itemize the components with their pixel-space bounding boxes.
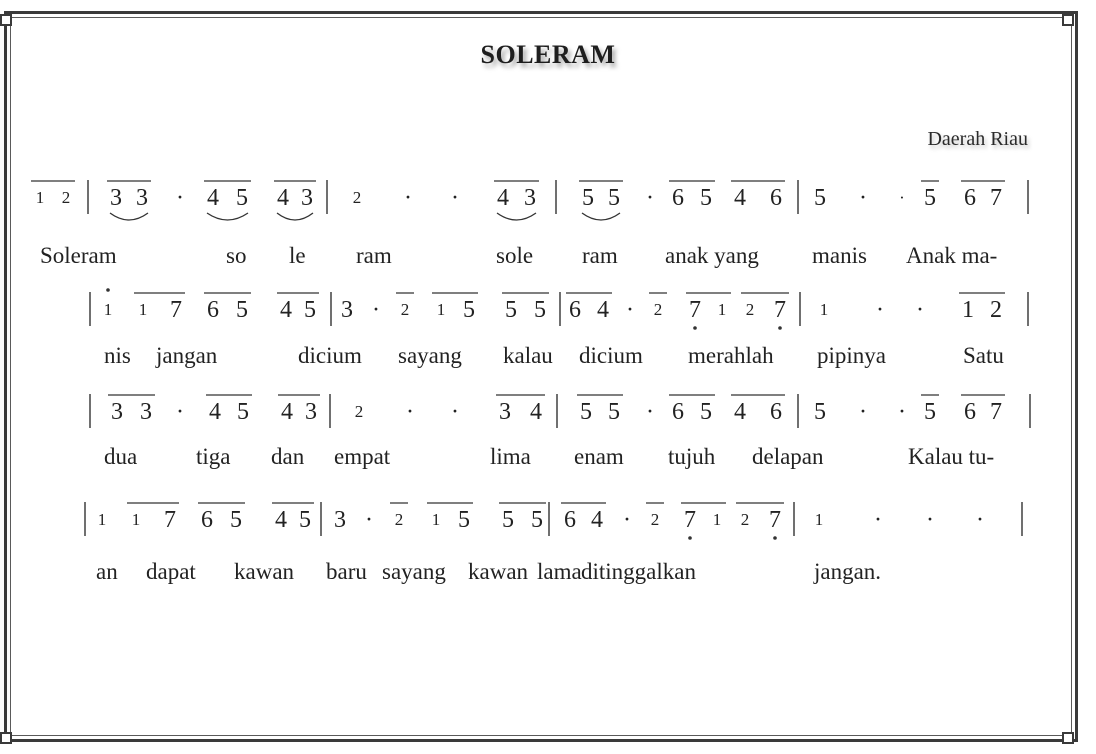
rest-dot: · <box>646 185 654 211</box>
lyric-word: sayang <box>382 559 446 584</box>
note-digit: 4 <box>597 297 609 323</box>
lyric-word: kawan <box>468 559 529 584</box>
lyric-word: ram <box>356 243 392 268</box>
note-digit: 5 <box>458 507 470 533</box>
lyric-word: an <box>96 559 118 584</box>
note-digit: 2 <box>352 188 362 207</box>
note-digit: 1 <box>814 510 824 529</box>
note-digit: 2 <box>990 297 1002 323</box>
note-digit: 4 <box>280 297 292 323</box>
rest-dot: · <box>176 399 184 425</box>
rest-dot: · <box>899 188 905 207</box>
note-digit: 6 <box>564 507 576 533</box>
note-digit: 7 <box>164 507 176 533</box>
note-digit: 4 <box>277 185 289 211</box>
note-digit: 4 <box>207 185 219 211</box>
note-digit: 2 <box>394 510 404 529</box>
note-digit: 5 <box>608 185 620 211</box>
note-digit: 4 <box>734 399 746 425</box>
rest-dot: · <box>451 185 459 211</box>
note-digit: 1 <box>35 188 45 207</box>
rest-dot: · <box>623 507 631 533</box>
song-origin: Daerah Riau <box>927 128 1028 150</box>
note-digit: 7 <box>684 507 696 533</box>
note-digit: 1 <box>436 300 446 319</box>
lyric-word: delapan <box>752 444 824 469</box>
rest-dot: · <box>372 297 380 323</box>
rest-dot: · <box>451 399 459 425</box>
lyric-word: lima <box>490 444 531 469</box>
note-digit: 1 <box>962 297 974 323</box>
note-digit: 4 <box>591 507 603 533</box>
rest-dot: · <box>626 297 634 323</box>
note-digit: 5 <box>814 399 826 425</box>
note-digit: 5 <box>237 399 249 425</box>
note-digit: 1 <box>138 300 148 319</box>
lyric-word: ram <box>582 243 618 268</box>
lyric-word: empat <box>334 444 391 469</box>
note-digit: 5 <box>304 297 316 323</box>
note-digit: 6 <box>964 399 976 425</box>
lyric-word: manis <box>812 243 867 268</box>
note-digit: 5 <box>700 185 712 211</box>
note-digit: 7 <box>170 297 182 323</box>
note-digit: 5 <box>814 185 826 211</box>
lyric-word: nis <box>104 343 131 368</box>
lyric-word: sole <box>496 243 534 268</box>
lyric-word: tujuh <box>668 444 716 469</box>
note-digit: 6 <box>569 297 581 323</box>
rest-dot: · <box>926 507 934 533</box>
note-digit: 3 <box>110 185 122 211</box>
lyric-word: dicium <box>579 343 643 368</box>
note-digit: 2 <box>650 510 660 529</box>
note-digit: 6 <box>964 185 976 211</box>
lyric-word: lama <box>537 559 582 584</box>
note-digit: 2 <box>400 300 410 319</box>
note-digit: 5 <box>502 507 514 533</box>
note-digit: 7 <box>689 297 701 323</box>
note-digit: 6 <box>207 297 219 323</box>
note-digit: 5 <box>924 399 936 425</box>
note-digit: 2 <box>740 510 750 529</box>
note-digit: 1 <box>712 510 722 529</box>
note-digit: 5 <box>236 297 248 323</box>
lyric-word: Satu <box>963 343 1004 368</box>
note-digit: 1 <box>717 300 727 319</box>
note-digit: 3 <box>111 399 123 425</box>
note-digit: 5 <box>463 297 475 323</box>
rest-dot: · <box>976 507 984 533</box>
note-digit: 1 <box>103 300 113 319</box>
note-digit: 3 <box>334 507 346 533</box>
note-digit: 1 <box>431 510 441 529</box>
lyric-word: merahlah <box>688 343 774 368</box>
lyric-word: so <box>226 243 247 268</box>
note-digit: 1 <box>131 510 141 529</box>
lyric-word: tiga <box>196 444 231 469</box>
note-digit: 5 <box>700 399 712 425</box>
note-digit: 5 <box>531 507 543 533</box>
lyric-word: dicium <box>298 343 362 368</box>
note-digit: 3 <box>524 185 536 211</box>
lyric-word: baru <box>326 559 367 584</box>
note-digit: 6 <box>672 185 684 211</box>
note-digit: 4 <box>275 507 287 533</box>
note-digit: 4 <box>209 399 221 425</box>
note-digit: 3 <box>305 399 317 425</box>
note-digit: 5 <box>582 185 594 211</box>
lyric-word: dapat <box>146 559 196 584</box>
rest-dot: · <box>406 399 414 425</box>
note-digit: 6 <box>672 399 684 425</box>
lyric-word: jangan <box>156 343 218 368</box>
note-digit: 4 <box>530 399 542 425</box>
note-digit: 4 <box>497 185 509 211</box>
note-digit: 5 <box>924 185 936 211</box>
note-digit: 3 <box>341 297 353 323</box>
lyric-word: kawan <box>234 559 295 584</box>
lyric-word: Anak ma- <box>906 243 998 268</box>
rest-dot: · <box>646 399 654 425</box>
lyric-word: anak yang <box>665 243 759 268</box>
rest-dot: · <box>859 399 867 425</box>
note-digit: 6 <box>201 507 213 533</box>
rest-dot: · <box>874 507 882 533</box>
note-digit: 3 <box>140 399 152 425</box>
note-digit: 2 <box>745 300 755 319</box>
note-digit: 5 <box>534 297 546 323</box>
lyric-word: le <box>289 243 306 268</box>
rest-dot: · <box>898 399 906 425</box>
note-digit: 2 <box>61 188 71 207</box>
note-digit: 7 <box>990 399 1002 425</box>
note-digit: 6 <box>770 185 782 211</box>
note-digit: 3 <box>301 185 313 211</box>
note-digit: 4 <box>281 399 293 425</box>
note-digit: 2 <box>354 402 364 421</box>
lyric-word: Kalau tu- <box>908 444 995 469</box>
note-digit: 5 <box>580 399 592 425</box>
lyric-word: pipinya <box>817 343 886 368</box>
lyric-word: Soleram <box>40 243 117 268</box>
lyric-word: kalau <box>503 343 553 368</box>
note-digit: 4 <box>734 185 746 211</box>
note-digit: 5 <box>299 507 311 533</box>
rest-dot: · <box>916 297 924 323</box>
rest-dot: · <box>876 297 884 323</box>
song-title: SOLERAM <box>480 40 616 69</box>
lyric-word: dan <box>271 444 305 469</box>
lyric-word: enam <box>574 444 624 469</box>
lyric-word: jangan. <box>814 559 882 584</box>
lyric-word: sayang <box>398 343 462 368</box>
note-digit: 5 <box>608 399 620 425</box>
rest-dot: · <box>404 185 412 211</box>
note-digit: 6 <box>770 399 782 425</box>
note-digit: 5 <box>230 507 242 533</box>
note-digit: 7 <box>990 185 1002 211</box>
lyric-word: dua <box>104 444 138 469</box>
note-digit: 7 <box>769 507 781 533</box>
note-digit: 1 <box>819 300 829 319</box>
note-digit: 5 <box>236 185 248 211</box>
rest-dot: · <box>176 185 184 211</box>
note-digit: 2 <box>653 300 663 319</box>
lyric-word: ditinggalkan <box>581 559 696 584</box>
rest-dot: · <box>365 507 373 533</box>
note-digit: 1 <box>97 510 107 529</box>
note-digit: 3 <box>136 185 148 211</box>
note-digit: 5 <box>505 297 517 323</box>
note-digit: 7 <box>774 297 786 323</box>
note-digit: 3 <box>499 399 511 425</box>
rest-dot: · <box>859 185 867 211</box>
